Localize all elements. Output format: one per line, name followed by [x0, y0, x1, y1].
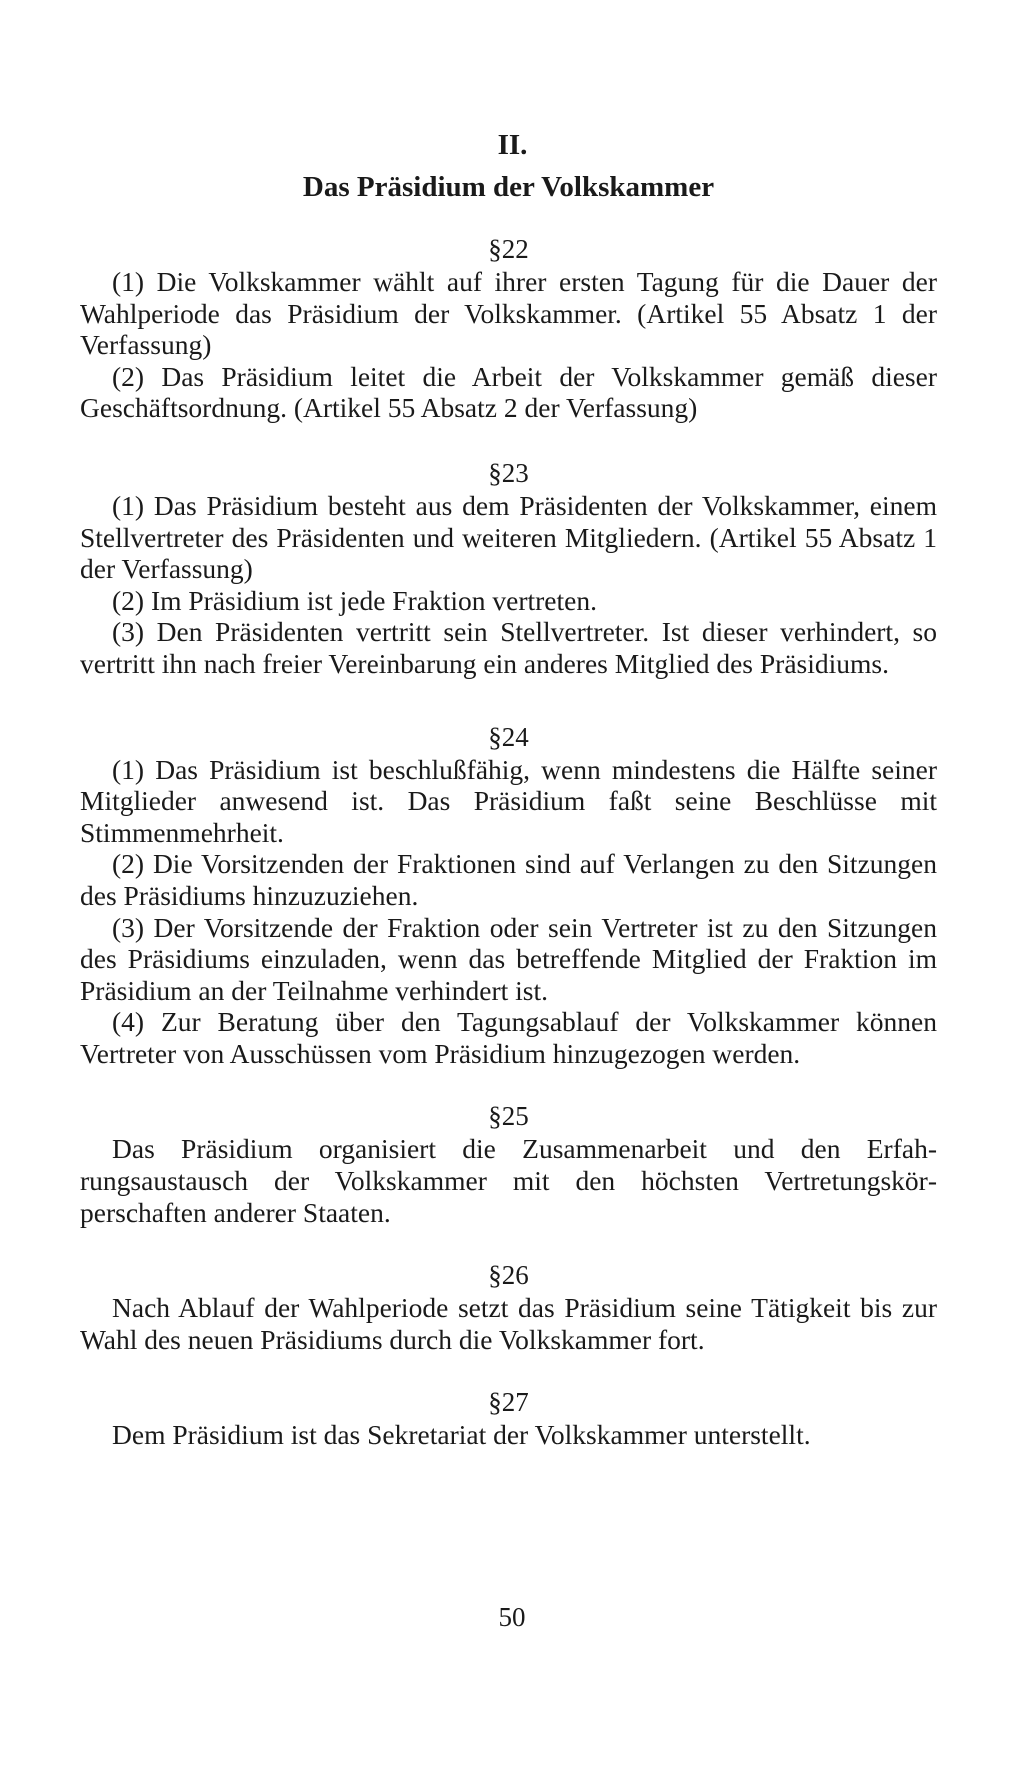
section-25 — [80, 1099, 937, 1228]
section-paragraph: (4) Zur Beratung über den Tagungsablauf der Volkskammer können Vertreter von Ausschüssen vom Präsidium hinzugezogen werden. — [80, 1006, 937, 1069]
section-heading: §26 — [488, 1260, 529, 1291]
chapter-number: II. — [497, 129, 528, 161]
section-heading: §22 — [488, 234, 529, 264]
section-paragraph: (3) Der Vorsitzende der Fraktion oder sein Vertreter ist zu den Sitzungen des Präsidiums einzuladen, wenn das betreffende Mitglied der Fraktion im Präsidium an der Teilnahme verhindert ist. — [80, 911, 937, 1006]
section-paragraph: (2) Die Vorsitzenden der Fraktionen sind auf Verlangen zu den Sitzungen des Präsidiums hinzuzuziehen. — [80, 848, 937, 911]
section-paragraph: (3) Den Präsidenten vertritt sein Stellvertreter. Ist dieser verhindert, so vertritt ihn nach freier Vereinbarung ein anderes Mitglied des Präsidiums. — [80, 616, 937, 679]
section-paragraph: (1) Die Volkskammer wählt auf ihrer ersten Tagung für die Dauer der Wahlperiode das Präsidium der Volkskammer. (Artikel 55 Absatz 1 der Verfassung) — [80, 266, 937, 361]
section-heading: §24 — [488, 721, 529, 752]
section-heading: §23 — [488, 457, 529, 488]
section-heading: §27 — [488, 1387, 529, 1418]
section-paragraph: Nach Ablauf der Wahlperiode setzt das Präsidium seine Tätigkeit bis zur Wahl des neuen Präsidiums durch die Volkskammer fort. — [80, 1292, 937, 1355]
section-heading: §25 — [488, 1101, 529, 1132]
section-paragraph: (1) Das Präsidium besteht aus dem Präsidenten der Volkskammer, einem Stellvertreter des Präsidenten und weiteren Mitgliedern. (Artikel 55 Absatz 1 der Verfassung) — [80, 489, 937, 585]
section-paragraph: (2) Das Präsidium leitet die Arbeit der Volkskammer gemäß dieser Geschäftsordnung. (Artikel 55 Absatz 2 der Verfassung) — [80, 360, 937, 424]
section-paragraph: Dem Präsidium ist das Sekretariat der Volkskammer unterstellt. — [112, 1419, 811, 1451]
section-22 — [80, 232, 937, 424]
section-24 — [80, 720, 937, 1070]
text-column — [80, 128, 937, 1451]
section-paragraph: (2) Im Präsidium ist jede Fraktion vertreten. — [112, 584, 597, 616]
section-23 — [80, 456, 937, 680]
section-27 — [80, 1385, 937, 1451]
section-paragraph: (1) Das Präsidium ist beschlußfähig, wenn mindestens die Hälfte seiner Mitglieder anwesend ist. Das Präsidium faßt seine Beschlüsse mit Stimmenmehrheit. — [80, 753, 937, 848]
section-paragraph: Das Präsidium organisiert die Zusammenarbeit und den Erfahrungsaustausch der Volkskammer mit den höchsten Vertretungskörperschaften anderer Staaten. — [80, 1133, 937, 1228]
section-26 — [80, 1258, 937, 1355]
chapter-title: Das Präsidium der Volkskammer — [302, 171, 715, 203]
page-number: 50 — [498, 1602, 526, 1632]
